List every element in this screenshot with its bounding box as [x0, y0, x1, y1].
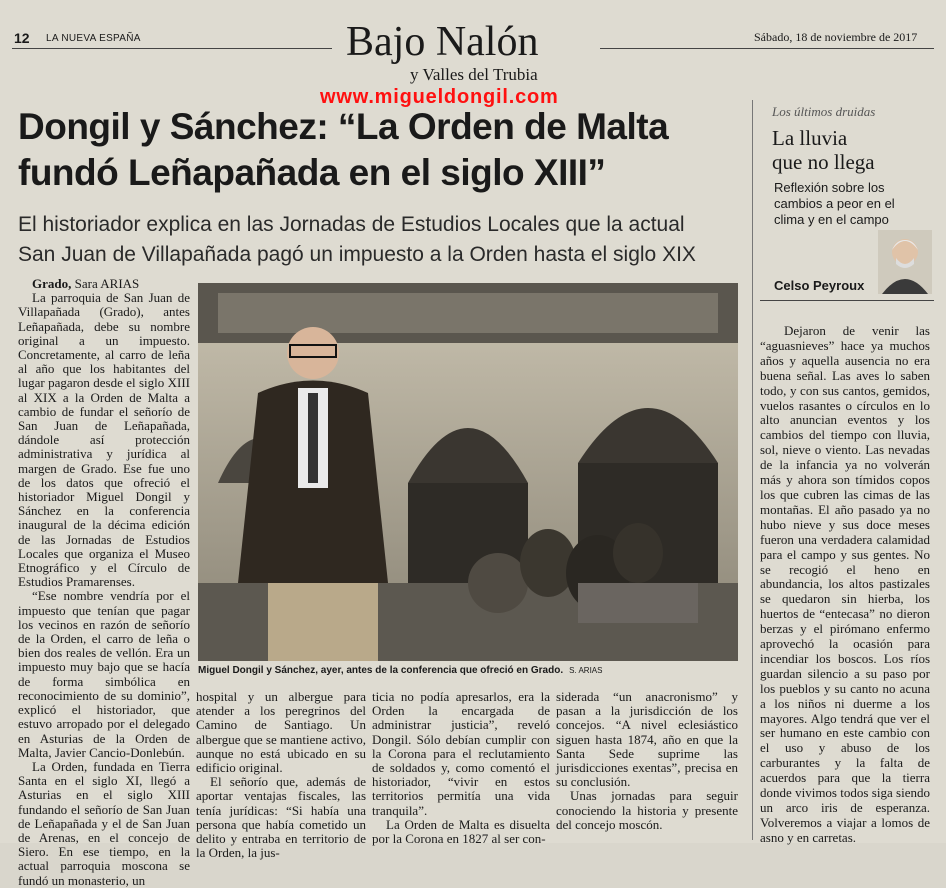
headline-line-1: Dongil y Sánchez: “La Orden de Malta [18, 106, 669, 147]
article-headline [18, 104, 708, 196]
caption-text: Miguel Dongil y Sánchez, ayer, antes de la conferencia que ofreció en Grado. [198, 665, 564, 676]
column-kicker: Los últimos druidas [772, 104, 876, 119]
paragraph: ticia no podía apresarlos, era la Orden la encargada de administrar justicia”, reveló Dongil. Sólo debían cumplir con la Corona para el reclutamiento de soldados y, como comentó el historiador, “vivir en estos territorios permitía una vida tranquila”. [372, 689, 550, 818]
photo-credit: S. ARIAS [569, 666, 603, 675]
byline-author: Sara ARIAS [74, 276, 140, 291]
article-photo [198, 283, 738, 661]
paragraph: La parroquia de San Juan de Villapañada (Grado), antes Leñapañada, debe su nombre original a un impuesto. Concretamente, al carro de leña al año que los habitantes del lugar pagaron desde el siglo XIII al XIX a la Orden de Malta a cambio de fundar el señorío de San Juan de Leñapañada, dándole así protección administrativa y jurídica al margen de Grado. Ese fue uno de los datos que ofreció el historiador Miguel Dongil y Sánchez en la conferencia inaugural de la décima edición de las Jornadas de Estudios Locales que organiza el Museo Etnográfico y el Círculo de Estudios Pramarenses. [18, 290, 190, 590]
section-subtitle: y Valles del Trubia [410, 65, 538, 84]
paragraph: El señorío que, además de aportar ventajas fiscales, las tenía jurídicas: “Si había una persona que había cometido un delito y entraba en territorio de la Orden, la jus- [196, 774, 366, 861]
issue-date: Sábado, 18 de noviembre de 2017 [754, 30, 918, 44]
sidebar-rule [760, 300, 934, 301]
author-avatar [878, 230, 932, 294]
article-column-2 [196, 690, 366, 860]
headline-line-2: fundó Leñapañada en el siglo XIII” [18, 152, 606, 193]
conference-photo-illustration [198, 283, 738, 661]
article-column-4 [556, 690, 738, 832]
photo-caption [198, 665, 738, 676]
paragraph: hospital y un albergue para atender a los peregrinos del Camino de Santiago. Un albergue que se mantiene activo, aunque no está ubicado en su edificio original. [196, 689, 366, 776]
column-subtitle: Reflexión sobre los cambios a peor en el clima y en el campo [774, 180, 895, 227]
paragraph: Dejaron de venir las “aguasnieves” hace ya muchos años y aquella ausencia no era buena señal. Las aves lo saben todo, y con sus cantos, gemidos, vuelos rasantes o círculos en lo alto anuncian eventos y los cambios del tiempo con lluvia, sol, nieve o viento. Las nevadas de la infancia ya no volverán más y ahora son tímidos copos los que cubren las cimas de las montañas. El año pasado ya no hubo nieve y sus doce meses fueron una verdadera calamidad para el campo y sus gentes. No se recogió el heno en abundancia, los altos pastizales se quedaron sin hierba, los huertos de “entecasa” no dieron berzas y el pirómano enfermo aprovechó la ocasión para incendiar los boscos. Los ríos guardan silencio a su paso por los pueblos y su canto no acuna a los niños ni duerme a los mayores. Algo tendrá que ver el ser humano en este cambio con el uso y abuso de los carburantes y la falta de acuerdos para que la tierra donde vivimos todos siga siendo un arco iris de esperanza. Volveremos a viajar a lomos de asno y en carretas. [760, 323, 930, 845]
byline-paragraph [18, 277, 190, 291]
column-title-line-1: La lluvia [772, 126, 848, 150]
paragraph: La Orden de Malta es disuelta por la Corona en 1827 al ser con- [372, 816, 550, 847]
subhead-line-1: El historiador explica en las Jornadas de Estudios Locales que la actual [18, 213, 685, 236]
sidebar-divider [752, 100, 753, 840]
paper-name: LA NUEVA ESPAÑA [46, 33, 141, 44]
byline-place: Grado, [32, 276, 72, 291]
subhead-line-2: San Juan de Villapañada pagó un impuesto a la Orden hasta el siglo XIX [18, 243, 696, 266]
article-column-3 [372, 690, 550, 846]
paragraph: “Ese nombre vendría por el impuesto que tenían que pagar los vecinos en razón de señorío de la Orden, el carro de leña o bien dos reales de vellón. Era un impuesto muy bajo que se hacía de forma simbólica en reconocimiento de su dominio”, explicó el historiador, que estuvo arropado por el delegado en Asturias de la Orden de Malta, Javier Cancio-Donlebún. [18, 588, 190, 760]
paragraph: siderada “un anacronismo” y pasan a la jurisdicción de los concejos. “A nivel eclesiástico siguen hasta 1874, año en que la Santa Sede suprime las jurisdicciones exentas”, precisa en su conclusión. [556, 689, 738, 790]
article-subhead [18, 210, 748, 270]
article-column-1 [18, 277, 190, 888]
section-title: Bajo Nalón [346, 19, 539, 65]
watermark-url[interactable]: www.migueldongil.com [320, 86, 559, 108]
column-body [760, 324, 930, 846]
page-number: 12 [14, 30, 30, 46]
header-rule-left [12, 48, 332, 49]
author-portrait-icon [878, 230, 932, 294]
column-author: Celso Peyroux [774, 278, 865, 293]
column-title-line-2: que no llega [772, 150, 875, 174]
header-rule-right [600, 48, 934, 49]
paragraph: La Orden, fundada en Tierra Santa en el siglo XI, llegó a Asturias en el siglo XIII fundando el señorío de San Juan de Leñapañada y el de San Juan de Arenas, en el concejo de Siero. En ese tiempo, en la actual parroquia moscona se fundó un monasterio, un [18, 758, 190, 888]
column-title [772, 126, 875, 174]
paragraph: Unas jornadas para seguir conociendo la historia y presente del concejo moscón. [556, 788, 738, 832]
